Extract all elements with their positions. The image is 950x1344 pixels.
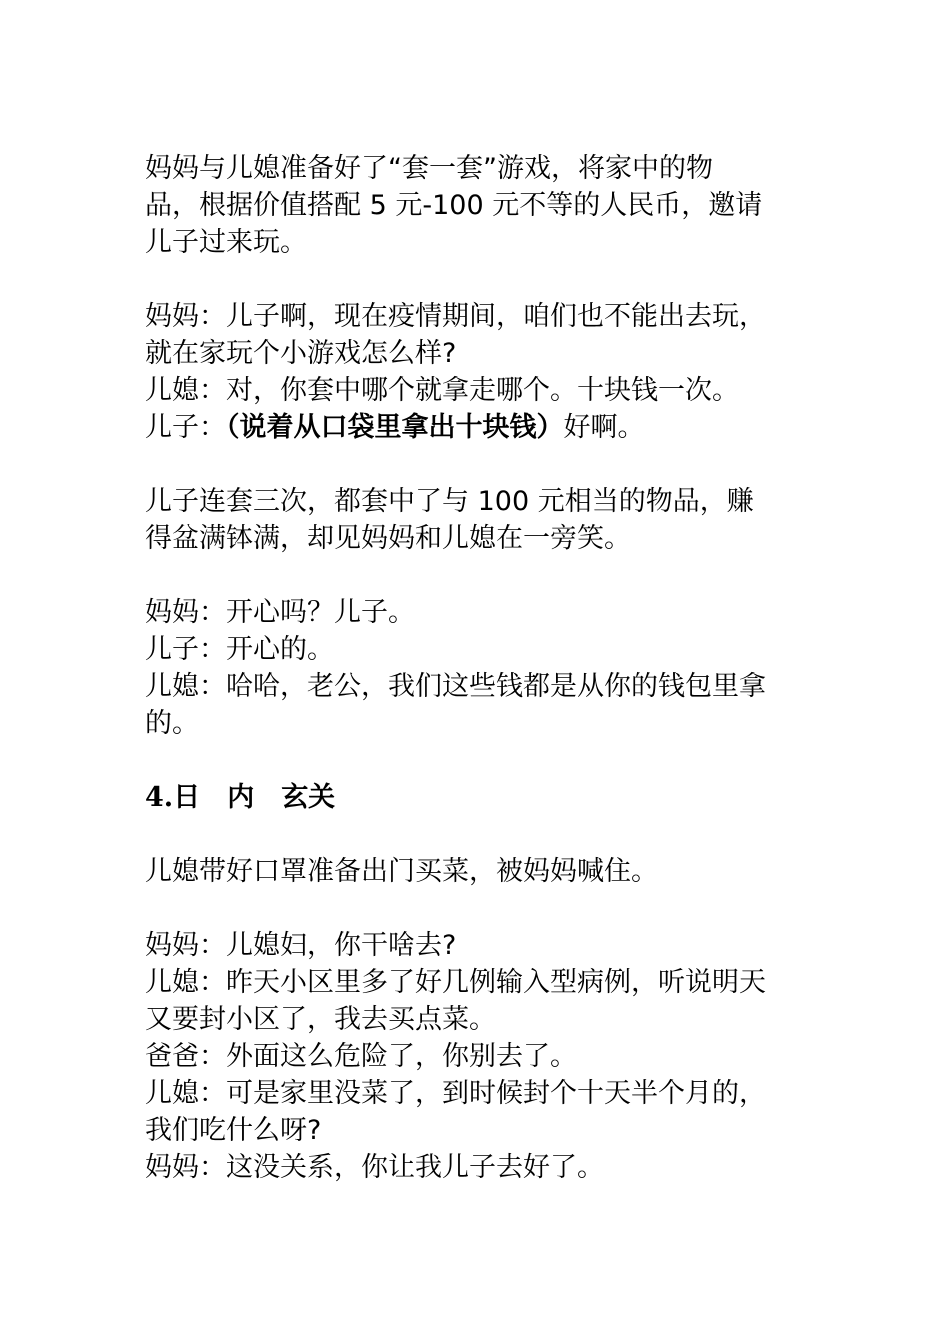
speech-text: 好啊。 [563,412,645,443]
scene-heading [145,779,810,816]
text-line: 儿子过来玩。 [145,227,307,258]
scene-location: 玄关 [281,782,336,813]
speaker-label: 儿子： [145,412,226,443]
text-line: 品，根据价值搭配 5 元-100 元不等的人民币，邀请 [145,190,763,221]
stage-direction: （说着从口袋里拿出十块钱） [226,412,564,443]
paragraph-gap [145,261,810,298]
dialogue-line: 爸爸：外面这么危险了，你别去了。 [145,1041,577,1072]
text-line: 儿子连套三次，都套中了与 100 元相当的物品，赚 [145,486,754,517]
paragraph-gap [145,742,810,779]
dialogue-line-son [145,409,810,446]
text-line: 儿媳带好口罩准备出门买菜，被妈妈喊住。 [145,856,658,887]
dialogue-line: 妈妈：儿子啊，现在疫情期间，咱们也不能出去玩， [145,301,766,332]
dialogue-line: 妈妈：开心吗？儿子。 [145,597,415,628]
dialogue-line: 儿媳：可是家里没菜了，到时候封个十天半个月的， [145,1078,766,1109]
dialogue-line: 儿媳：昨天小区里多了好几例输入型病例，听说明天 [145,967,766,998]
paragraph-gap [145,557,810,594]
paragraph-gap [145,816,810,853]
paragraph-gap [145,446,810,483]
text-line: 得盆满钵满，却见妈妈和儿媳在一旁笑。 [145,523,631,554]
scene-number: 4. [145,782,174,813]
dialogue-line: 儿子：开心的。 [145,634,334,665]
text-line: 妈妈与儿媳准备好了“套一套”游戏，将家中的物 [145,153,713,184]
scene-time: 日 [173,782,201,813]
script-page [145,150,810,1186]
dialogue-reveal [145,594,810,742]
dialogue-shopping [145,927,810,1186]
dialogue-line: 儿媳：哈哈，老公，我们这些钱都是从你的钱包里拿 [145,671,766,702]
dialogue-line: 我们吃什么呀? [145,1115,322,1146]
dialogue-line: 儿媳：对，你套中哪个就拿走哪个。十块钱一次。 [145,375,739,406]
dialogue-line: 妈妈：这没关系，你让我儿子去好了。 [145,1152,604,1183]
paragraph-game-result [145,483,810,557]
dialogue-line: 就在家玩个小游戏怎么样? [145,338,457,369]
scene-place-type: 内 [227,782,255,813]
paragraph-game-setup [145,150,810,261]
dialogue-line: 又要封小区了，我去买点菜。 [145,1004,496,1035]
dialogue-line: 妈妈：儿媳妇，你干啥去? [145,930,457,961]
dialogue-line: 的。 [145,708,199,739]
paragraph-gap [145,890,810,927]
paragraph-action [145,853,810,890]
dialogue-invitation [145,298,810,446]
